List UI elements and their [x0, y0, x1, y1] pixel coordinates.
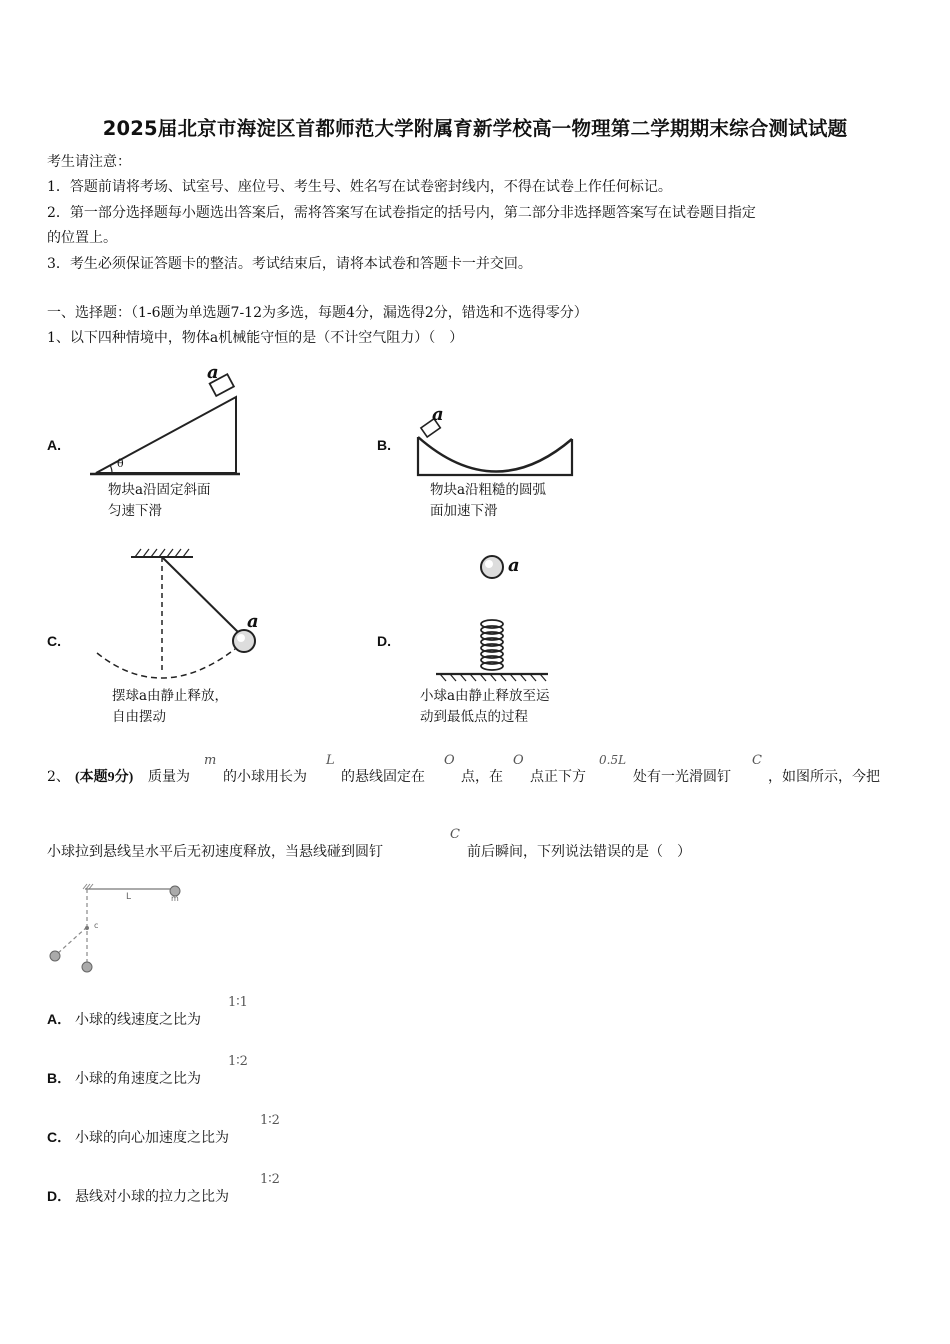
q2-text-1: 质量为 [148, 769, 190, 785]
q2-math-m: m [204, 753, 217, 768]
q1-d-caption-2: 动到最低点的过程 [420, 709, 528, 725]
q2-text-6: 处有一光滑圆钉 [633, 769, 731, 785]
q2-math-L: L [326, 753, 335, 768]
section-heading: 一、选择题：（1-6题为单选题7-12为多选，每题4分，漏选得2分，错选和不选得零分） [47, 305, 588, 321]
q2-fig-label-L: L [126, 892, 132, 902]
q1-a-caption-2: 匀速下滑 [108, 503, 162, 519]
q1-b-caption-2: 面加速下滑 [430, 503, 498, 519]
q2-option-c-letter[interactable]: C． [47, 1129, 72, 1145]
q1-figure-d-spring [430, 550, 550, 685]
q2-text-4: 点，在 [461, 769, 503, 785]
q1-option-c-letter[interactable]: C. [47, 633, 61, 649]
q2-option-b-letter[interactable]: B． [47, 1070, 72, 1086]
q2-text-5: 点正下方 [530, 769, 586, 785]
q2-option-a-ratio: 1∶1 [228, 995, 248, 1010]
q1-figure-c-pendulum [95, 545, 265, 680]
q1-b-caption-1: 物块a沿粗糙的圆弧 [430, 482, 547, 498]
notice-item-2: 2．第一部分选择题每小题选出答案后，需将答案写在试卷指定的括号内，第二部分非选择题答案写在试卷题目指定 [47, 205, 756, 221]
q1-c-label-a: a [247, 611, 259, 632]
q1-figure-a-incline [90, 365, 250, 477]
q2-option-d-letter[interactable]: D． [47, 1188, 72, 1204]
q2-text-3: 的悬线固定在 [341, 769, 425, 785]
q2-option-b-text[interactable]: 小球的角速度之比为 [75, 1071, 201, 1087]
q1-a-label-a: a [207, 362, 219, 383]
q2-option-a-text[interactable]: 小球的线速度之比为 [75, 1012, 201, 1028]
q2-math-half-L: 0.5L [599, 753, 627, 767]
q1-c-caption-1: 摆球a由静止释放， [112, 688, 229, 704]
q2-text-7: ，如图所示，今把 [768, 769, 880, 785]
q2-math-C2: C [450, 827, 460, 842]
q2-option-c-ratio: 1∶2 [260, 1113, 280, 1128]
notice-heading: 考生请注意： [47, 154, 131, 170]
question-1-stem: 1、以下四种情境中，物体a机械能守恒的是（不计空气阻力）（ ） [47, 330, 464, 346]
q2-line-2b: 前后瞬间，下列说法错误的是（ ） [467, 844, 691, 860]
q2-option-d-text[interactable]: 悬线对小球的拉力之比为 [75, 1189, 229, 1205]
q1-d-caption-1: 小球a由静止释放至运 [420, 688, 550, 704]
q2-prefix: 2、 [47, 769, 70, 785]
q1-a-label-theta: θ [117, 457, 124, 470]
q2-option-c-text[interactable]: 小球的向心加速度之比为 [75, 1130, 229, 1146]
q2-fig-label-m: m [171, 894, 179, 903]
q2-option-d-ratio: 1∶2 [260, 1172, 280, 1187]
q1-b-label-a: a [432, 404, 444, 425]
notice-item-1: 1．答题前请将考场、试室号、座位号、考生号、姓名写在试卷密封线内，不得在试卷上作任何标记。 [47, 179, 672, 195]
q1-option-b-letter[interactable]: B. [377, 437, 391, 453]
q2-math-C1: C [752, 753, 762, 768]
q2-math-O2: O [513, 753, 524, 768]
q2-fig-label-c: c [94, 921, 99, 930]
q1-option-a-letter[interactable]: A. [47, 437, 61, 453]
q1-option-d-letter[interactable]: D. [377, 633, 391, 649]
q2-points: (本题9分) [75, 770, 134, 785]
q2-math-O1: O [444, 753, 455, 768]
q2-line-2a: 小球拉到悬线呈水平后无初速度释放，当悬线碰到圆钉 [47, 844, 383, 860]
q2-text-2: 的小球用长为 [223, 769, 307, 785]
page-title: 2025届北京市海淀区首都师范大学附属育新学校高一物理第二学期期末综合测试试题 [102, 117, 848, 140]
notice-item-2-cont: 的位置上。 [47, 230, 117, 246]
q1-d-label-a: a [508, 555, 520, 576]
q2-option-b-ratio: 1∶2 [228, 1054, 248, 1069]
q2-option-a-letter[interactable]: A． [47, 1011, 72, 1027]
q1-c-caption-2: 自由摆动 [112, 709, 166, 725]
q1-a-caption-1: 物块a沿固定斜面 [108, 482, 211, 498]
notice-item-3: 3．考生必须保证答题卡的整洁。考试结束后，请将本试卷和答题卡一并交回。 [47, 256, 532, 272]
